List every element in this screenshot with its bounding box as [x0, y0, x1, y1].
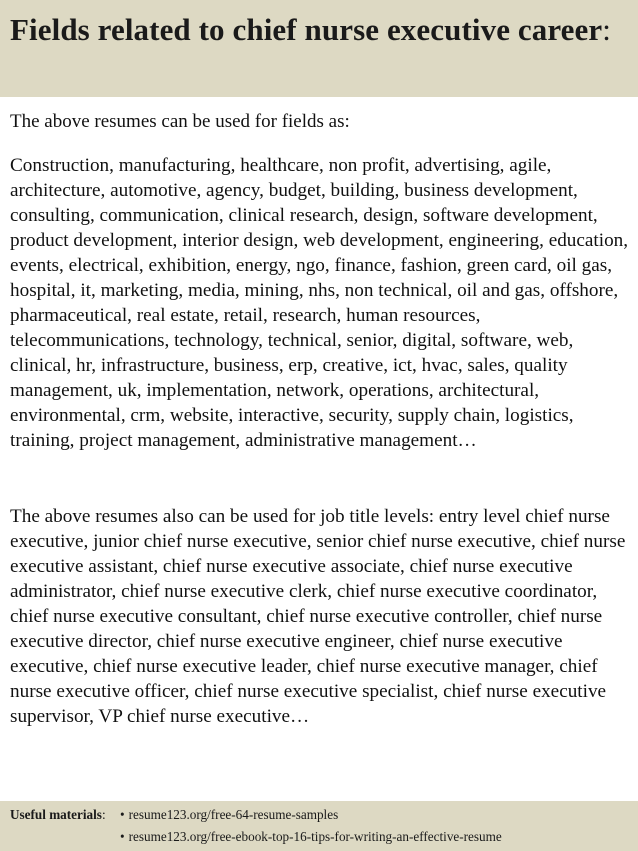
- page-title-text: Fields related to chief nurse executive career: [10, 12, 603, 47]
- intro-text: The above resumes can be used for fields as:: [10, 111, 350, 132]
- main-content: [10, 110, 635, 727]
- footer-label-text: Useful materials: [10, 807, 102, 822]
- job-levels-paragraph: The above resumes also can be used for job title levels: entry level chief nurse executive, junior chief nurse executive, senior chief nurse executive, chief nurse executive assistant, chief nurse executive associate, chief nurse executive administrator, chief nurse executive clerk, chief nurse executive coordinator, chief nurse executive consultant, chief nurse executive controller, chief nurse executive director, chief nurse executive engineer, chief nurse executive executive, chief nurse executive leader, chief nurse executive manager, chief nurse executive officer, chief nurse executive specialist, chief nurse executive supervisor, VP chief nurse executive…: [10, 506, 626, 727]
- bullet-icon: •: [120, 829, 125, 844]
- footer-band: [0, 801, 638, 851]
- footer-row-2: [10, 826, 628, 848]
- bullet-icon: •: [120, 807, 125, 822]
- footer-link-resume-samples[interactable]: resume123.org/free-64-resume-samples: [128, 807, 339, 822]
- footer-row-1: [10, 804, 628, 826]
- fields-paragraph: Construction, manufacturing, healthcare, non profit, advertising, agile, architecture, automotive, agency, budget, building, business development, consulting, communication, clinical research, design, software development, product development, interior design, web development, engineering, education, events, electrical, exhibition, energy, ngo, finance, fashion, green card, oil gas, hospital, it, marketing, media, mining, nhs, non technical, oil and gas, offshore, pharmaceutical, real estate, retail, research, human resources, telecommunications, technology, technical, senior, digital, software, web, clinical, hr, infrastructure, business, erp, creative, ict, hvac, sales, quality management, uk, implementation, network, operations, architectural, environmental, crm, website, interactive, security, supply chain, logistics, training, project management, administrative management…: [10, 155, 629, 451]
- footer-label: [10, 804, 120, 826]
- footer-link-ebook-tips[interactable]: resume123.org/free-ebook-top-16-tips-for-writing-an-effective-resume: [128, 829, 502, 844]
- footer-label-colon: :: [101, 807, 106, 822]
- header-band: [0, 0, 638, 97]
- page-title: [10, 10, 628, 50]
- page-title-colon: :: [602, 12, 611, 47]
